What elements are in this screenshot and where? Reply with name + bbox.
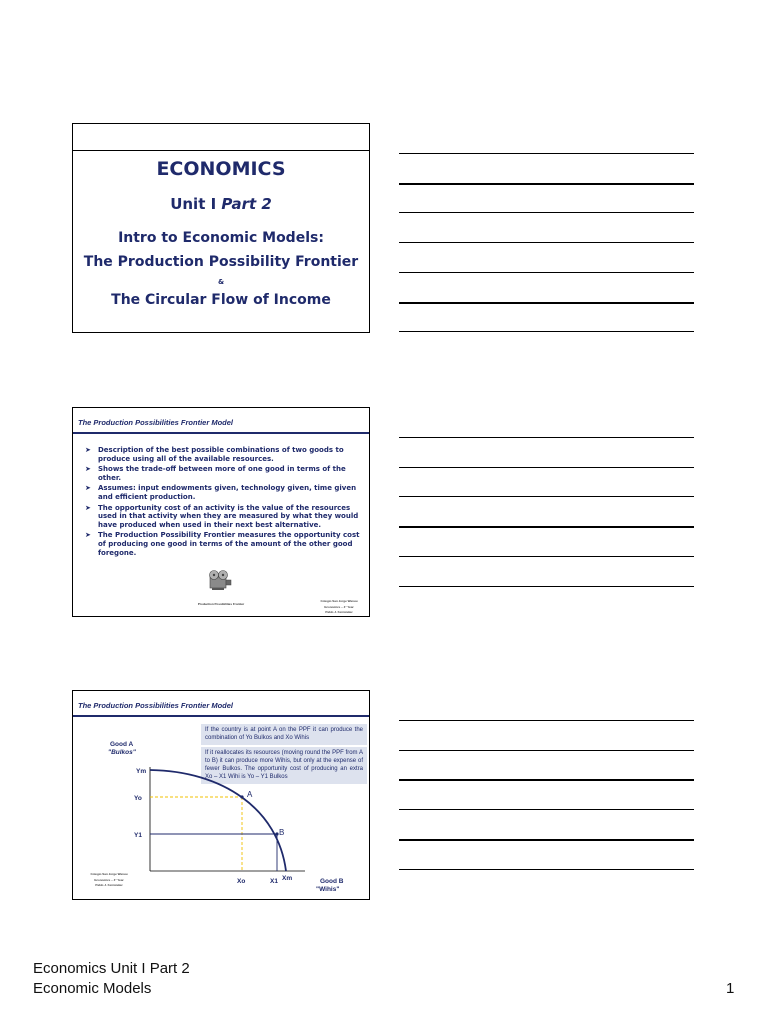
note-line <box>399 331 694 332</box>
x-axis-title: Good B <box>320 878 344 885</box>
note-line <box>399 526 694 528</box>
slide-title-heading: ECONOMICS <box>156 158 286 180</box>
note-line <box>399 720 694 721</box>
note-line <box>399 750 694 751</box>
footer-subtitle: Economic Models <box>33 980 152 997</box>
bullet-item <box>85 531 363 557</box>
note-line <box>399 586 694 587</box>
note-line <box>399 556 694 557</box>
x-axis-subtitle: "Wihis" <box>316 886 340 893</box>
note-line <box>399 869 694 870</box>
label-xo: Xo <box>237 878 246 885</box>
ppf-curve <box>150 770 286 871</box>
credit-line: Colegio San Jorge Wanuu <box>320 599 358 603</box>
credit-line: Pablo J. Fernández <box>95 883 123 887</box>
note-line <box>399 272 694 273</box>
label-ym: Ym <box>136 768 147 775</box>
label-xm: Xm <box>282 875 293 882</box>
note-line <box>399 496 694 497</box>
label-point-b: B <box>279 828 285 837</box>
credit-line: Economics – 4° Year <box>324 604 354 609</box>
note-line <box>399 839 694 841</box>
slide-header <box>73 408 369 434</box>
bullet-item <box>85 504 363 530</box>
note-line <box>399 779 694 781</box>
slide-header-title: The Production Possibilities Frontier Model <box>78 701 234 710</box>
slide-credits <box>79 872 139 889</box>
unit-text: Unit I <box>170 195 222 213</box>
arrow-bullet-icon: ➤ <box>85 484 91 493</box>
slide-unit-label <box>73 195 369 213</box>
slide-ppf-line: The Production Possibility Frontier <box>83 254 359 270</box>
part-text: Part 2 <box>221 195 272 213</box>
arrow-bullet-icon: ➤ <box>85 503 91 512</box>
slide-top-strip <box>73 124 369 151</box>
point-a-marker <box>240 795 243 798</box>
slide-credits <box>309 599 369 616</box>
bullet-list <box>85 446 363 559</box>
y-axis-title: Good A <box>110 741 134 748</box>
bullet-text: Shows the trade-off between more of one good in terms of the other. <box>98 465 346 482</box>
note-line <box>399 302 694 304</box>
slide-circular-flow-line: The Circular Flow of Income <box>111 292 331 308</box>
slide-ppf-model-text <box>72 407 370 617</box>
bullet-item <box>85 465 363 482</box>
bullet-text: The opportunity cost of an activity is the value of the resources used in that activity when they are measured by what they would have produced when used in their next best alternative. <box>98 503 359 529</box>
note-line <box>399 212 694 213</box>
label-x1: X1 <box>270 878 278 885</box>
arrow-bullet-icon: ➤ <box>85 465 91 474</box>
page-number: 1 <box>726 980 735 997</box>
note-line <box>399 183 694 185</box>
note-line <box>399 437 694 438</box>
footer-title: Economics Unit I Part 2 <box>33 960 190 977</box>
bullet-text: Assumes: input endowments given, technology given, time given and efficient production. <box>98 484 357 501</box>
y-axis-subtitle: "Bulkos" <box>108 749 136 756</box>
bullet-item <box>85 484 363 501</box>
slide-header-title: The Production Possibilities Frontier Model <box>78 418 234 427</box>
slide-ppf-graph <box>72 690 370 900</box>
slide-ampersand: & <box>217 278 225 286</box>
note-line <box>399 242 694 243</box>
info-box-point-a: If the country is at point A on the PPF it can produce the combination of Yo Bulkos and Xo Wihis <box>201 724 367 745</box>
credit-line: Pablo J. Fernández <box>325 610 353 614</box>
note-line <box>399 153 694 154</box>
ppf-graph <box>73 691 371 901</box>
arrow-bullet-icon: ➤ <box>85 531 91 540</box>
slide-title <box>72 123 370 333</box>
bullet-item <box>85 446 363 463</box>
bullet-text: Description of the best possible combinations of two goods to produce using all of the available resources. <box>98 446 344 463</box>
thumb-caption: Production Possibilities Frontier <box>197 602 245 606</box>
credit-line: Colegio San Jorge Wanuu <box>90 872 128 876</box>
bullet-text: The Production Possibility Frontier measures the opportunity cost of producing one good in terms of the amount of the other good foregone. <box>98 531 360 557</box>
label-y1: Y1 <box>134 832 142 839</box>
credit-line: Economics – 4° Year <box>94 877 124 882</box>
slide-intro-line: Intro to Economic Models: <box>118 230 324 246</box>
label-point-a: A <box>247 790 253 799</box>
label-yo: Yo <box>134 795 142 802</box>
arrow-bullet-icon: ➤ <box>85 446 91 454</box>
film-projector-icon <box>207 569 233 591</box>
note-line <box>399 467 694 468</box>
note-line <box>399 809 694 810</box>
info-box-reallocation: If it reallocates its resources (moving round the PPF from A to B) it can produce more Wihis, but only at the expense of fewer Bulkos. The opportunity cost of producing an extra Xo – X1 Wihi is Yo – Y1 Bulkos <box>201 747 367 784</box>
